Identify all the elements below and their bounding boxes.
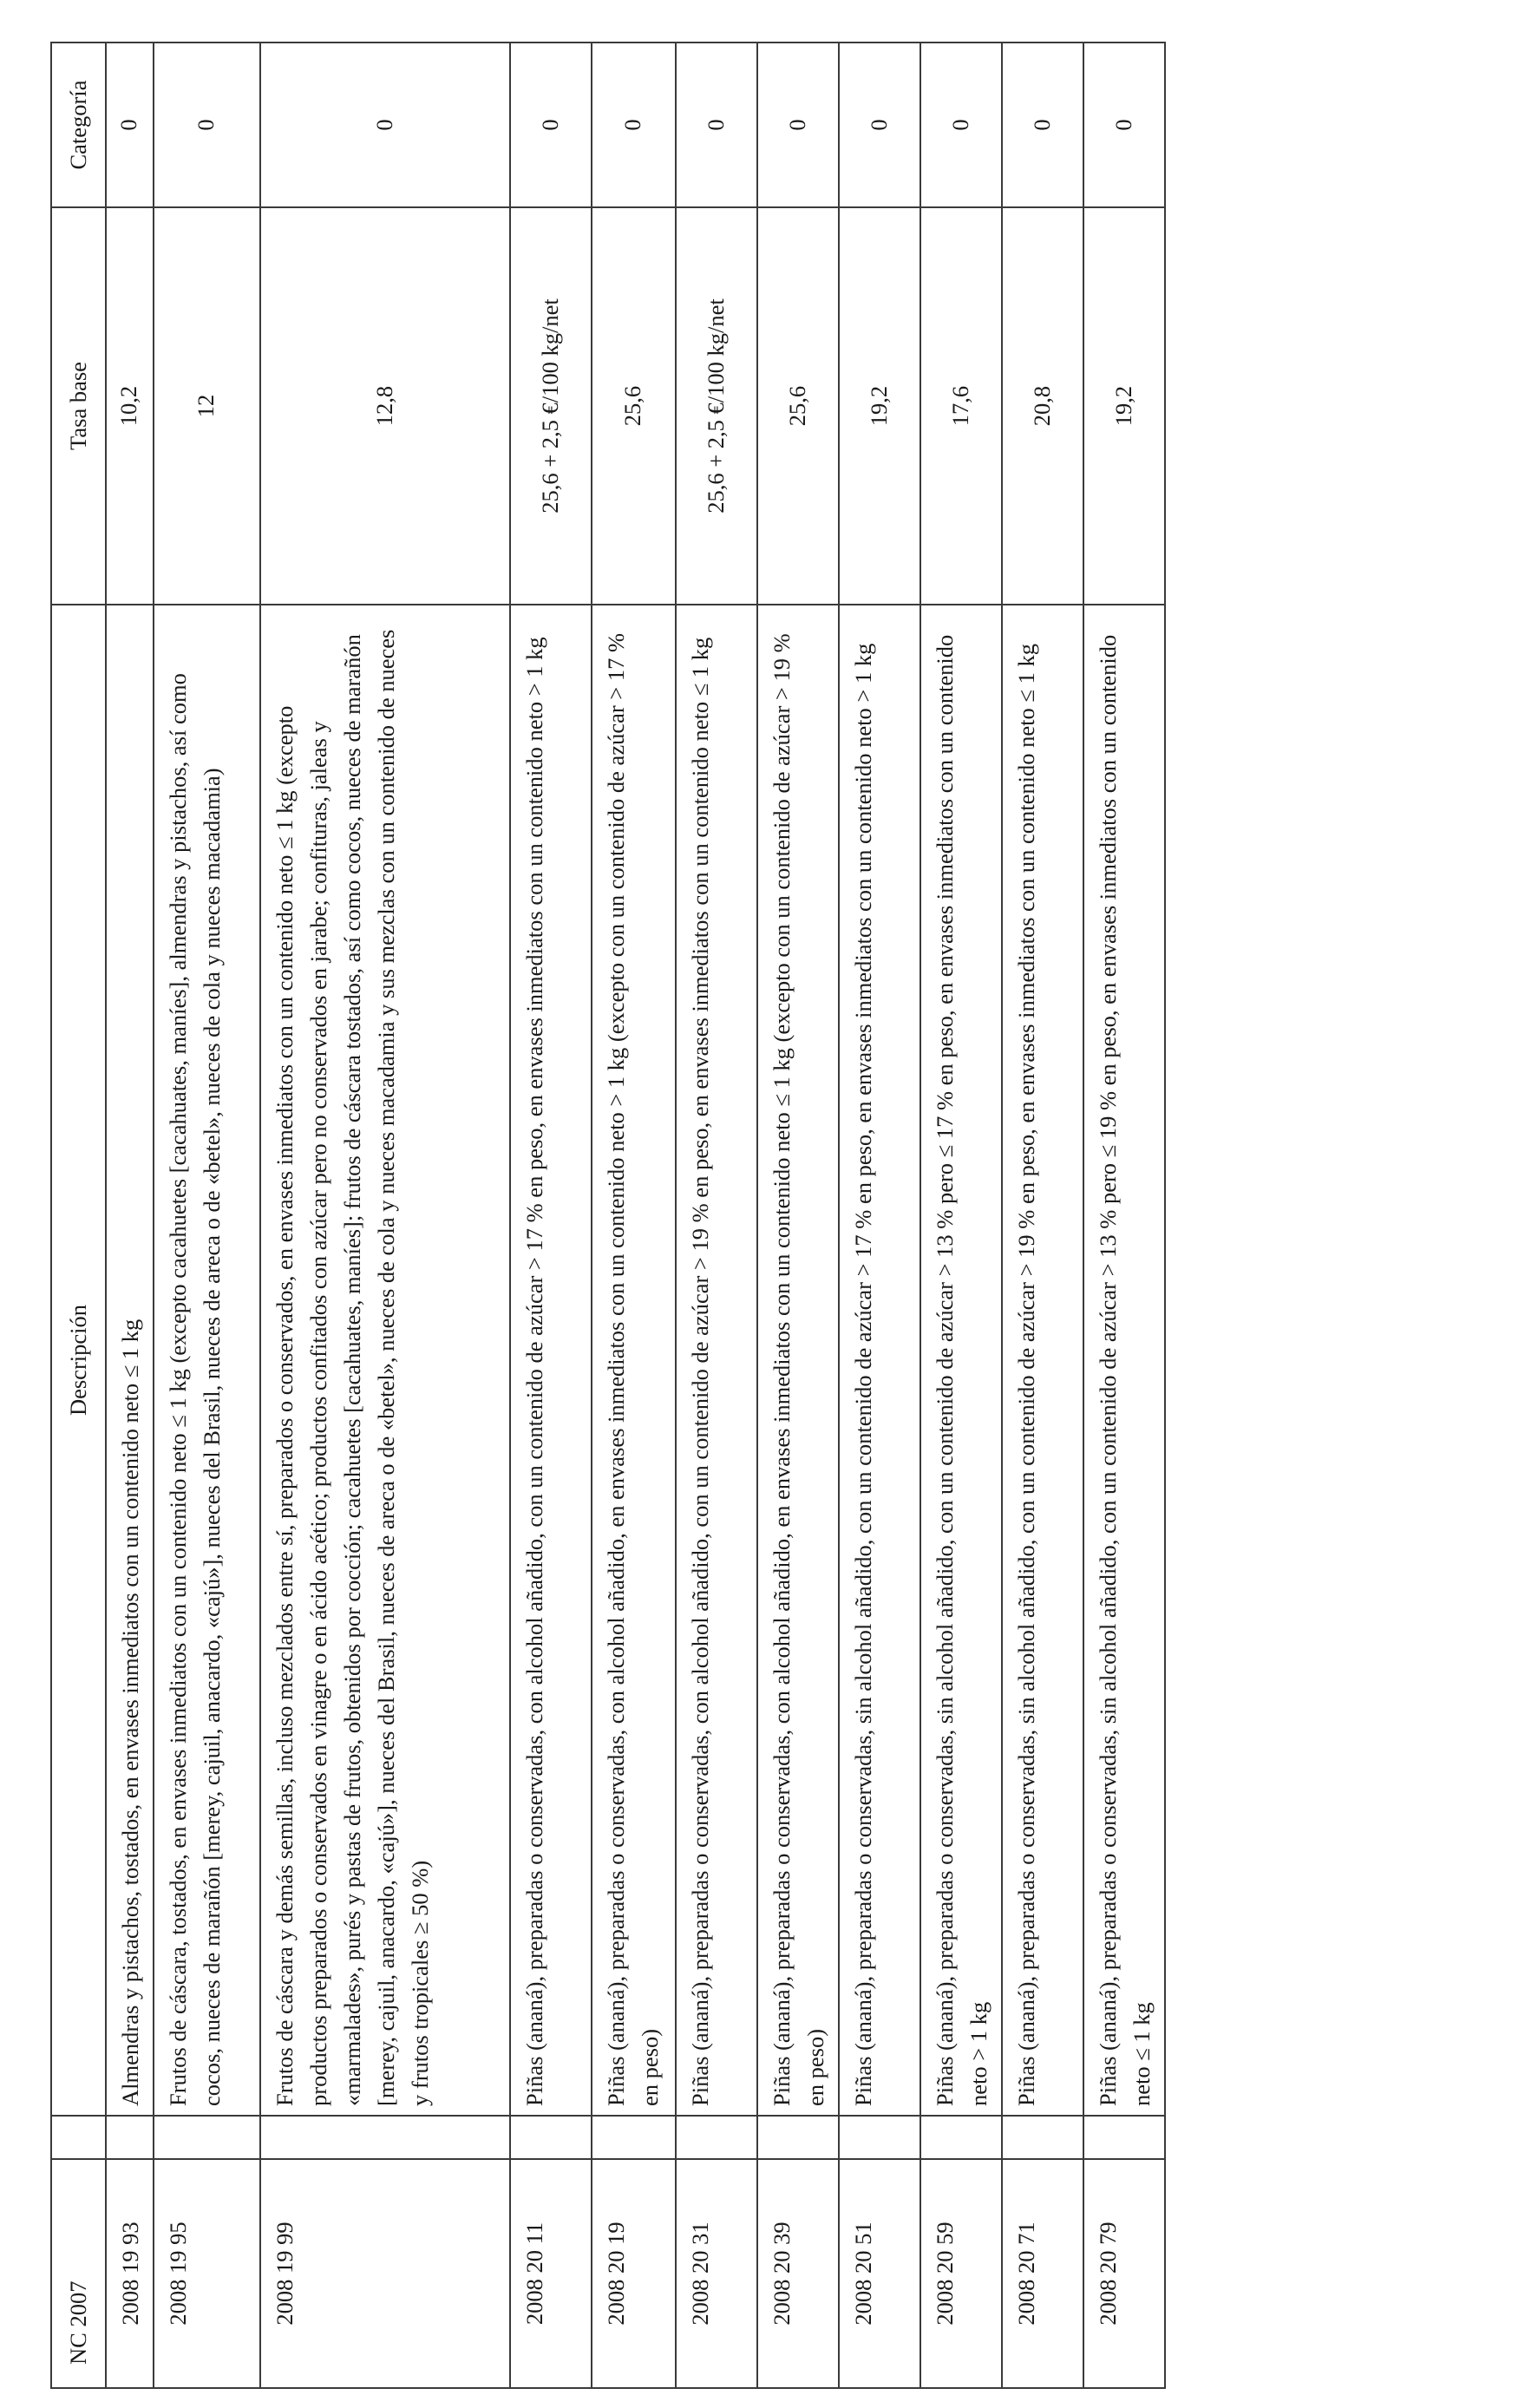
blank-cell <box>154 2116 260 2159</box>
description-cell: Piñas (ananá), preparadas o conservadas, con alcohol añadido, con un contenido de azúcar > 19 % en peso, en envases inmediatos con un contenido neto ≤ 1 kg <box>676 605 757 2116</box>
table-body <box>106 43 1165 2388</box>
nc-code-cell: 2008 19 99 <box>260 2159 510 2388</box>
nc-code-cell: 2008 20 59 <box>920 2159 1002 2388</box>
table-row <box>1002 43 1083 2388</box>
blank-cell <box>510 2116 592 2159</box>
table-row <box>106 43 154 2388</box>
categoria-cell: 0 <box>757 43 839 207</box>
tasa-base-cell: 25,6 <box>592 207 676 605</box>
nc-code-cell: 2008 20 31 <box>676 2159 757 2388</box>
table-row <box>839 43 920 2388</box>
categoria-cell: 0 <box>510 43 592 207</box>
tasa-base-cell: 19,2 <box>839 207 920 605</box>
tasa-base-cell: 19,2 <box>1083 207 1165 605</box>
categoria-cell: 0 <box>1083 43 1165 207</box>
tasa-base-cell: 25,6 + 2,5 €/100 kg/net <box>510 207 592 605</box>
description-cell: Piñas (ananá), preparadas o conservadas, con alcohol añadido, en envases inmediatos con un contenido neto > 1 kg (excepto con un contenido de azúcar > 17 % en peso) <box>592 605 676 2116</box>
tasa-base-cell: 10,2 <box>106 207 154 605</box>
description-cell: Almendras y pistachos, tostados, en envases inmediatos con un contenido neto ≤ 1 kg <box>106 605 154 2116</box>
table-row <box>260 43 510 2388</box>
description-cell: Frutos de cáscara y demás semillas, incluso mezclados entre sí, preparados o conservados, en envases inmediatos con un contenido neto ≤ 1 kg (excepto productos preparados o conservados en vinagre o en ácido acético; productos confitados con azúcar pero no conservados en jarabe; confituras, jaleas y «marmalades», purés y pastas de frutos, obtenidos por cocción; cacahuetes [cacahuates, maníes]; frutos de cáscara tostados, así como cocos, nueces de marañón [merey, cajuil, anacardo, «cajú»], nueces del Brasil, nueces de areca o de «betel», nueces de cola y nueces macadamia y sus mezclas con un contenido de nueces y frutos tropicales ≥ 50 %) <box>260 605 510 2116</box>
tasa-base-cell: 17,6 <box>920 207 1002 605</box>
categoria-cell: 0 <box>676 43 757 207</box>
table-row <box>757 43 839 2388</box>
table-row <box>154 43 260 2388</box>
header-categoria: Categoría <box>51 43 106 207</box>
tasa-base-cell: 25,6 + 2,5 €/100 kg/net <box>676 207 757 605</box>
blank-cell <box>1002 2116 1083 2159</box>
header-nc: NC 2007 <box>51 2159 106 2388</box>
categoria-cell: 0 <box>839 43 920 207</box>
nc-code-cell: 2008 20 19 <box>592 2159 676 2388</box>
tasa-base-cell: 20,8 <box>1002 207 1083 605</box>
nc-code-cell: 2008 20 51 <box>839 2159 920 2388</box>
nc-code-cell: 2008 20 79 <box>1083 2159 1165 2388</box>
categoria-cell: 0 <box>106 43 154 207</box>
tariff-table <box>50 42 1166 2389</box>
description-cell: Piñas (ananá), preparadas o conservadas, con alcohol añadido, con un contenido de azúcar > 17 % en peso, en envases inmediatos con un contenido neto > 1 kg <box>510 605 592 2116</box>
blank-cell <box>676 2116 757 2159</box>
categoria-cell: 0 <box>592 43 676 207</box>
tasa-base-cell: 25,6 <box>757 207 839 605</box>
header-blank <box>51 2116 106 2159</box>
categoria-cell: 0 <box>920 43 1002 207</box>
blank-cell <box>260 2116 510 2159</box>
header-descripcion: Descripción <box>51 605 106 2116</box>
categoria-cell: 0 <box>260 43 510 207</box>
table-row <box>510 43 592 2388</box>
nc-code-cell: 2008 19 95 <box>154 2159 260 2388</box>
categoria-cell: 0 <box>154 43 260 207</box>
table-row <box>1083 43 1165 2388</box>
nc-code-cell: 2008 20 71 <box>1002 2159 1083 2388</box>
blank-cell <box>920 2116 1002 2159</box>
description-cell: Frutos de cáscara, tostados, en envases inmediatos con un contenido neto ≤ 1 kg (excepto cacahuetes [cacahuates, maníes], almendras y pistachos, así como cocos, nueces de marañón [merey, cajuil, anacardo, «cajú»], nueces del Brasil, nueces de areca o de «betel», nueces de cola y nueces macadamia) <box>154 605 260 2116</box>
header-tasa-base: Tasa base <box>51 207 106 605</box>
table-header-row <box>51 43 106 2388</box>
description-cell: Piñas (ananá), preparadas o conservadas, sin alcohol añadido, con un contenido de azúcar > 19 % en peso, en envases inmediatos con un contenido neto ≤ 1 kg <box>1002 605 1083 2116</box>
blank-cell <box>592 2116 676 2159</box>
blank-cell <box>839 2116 920 2159</box>
categoria-cell: 0 <box>1002 43 1083 207</box>
table-row <box>676 43 757 2388</box>
nc-code-cell: 2008 19 93 <box>106 2159 154 2388</box>
nc-code-cell: 2008 20 39 <box>757 2159 839 2388</box>
description-cell: Piñas (ananá), preparadas o conservadas, sin alcohol añadido, con un contenido de azúcar > 17 % en peso, en envases inmediatos con un contenido neto > 1 kg <box>839 605 920 2116</box>
description-cell: Piñas (ananá), preparadas o conservadas, con alcohol añadido, en envases inmediatos con un contenido neto ≤ 1 kg (excepto con un contenido de azúcar > 19 % en peso) <box>757 605 839 2116</box>
description-cell: Piñas (ananá), preparadas o conservadas, sin alcohol añadido, con un contenido de azúcar > 13 % pero ≤ 17 % en peso, en envases inmediatos con un contenido neto > 1 kg <box>920 605 1002 2116</box>
tasa-base-cell: 12,8 <box>260 207 510 605</box>
tasa-base-cell: 12 <box>154 207 260 605</box>
description-cell: Piñas (ananá), preparadas o conservadas, sin alcohol añadido, con un contenido de azúcar > 13 % pero ≤ 19 % en peso, en envases inmediatos con un contenido neto ≤ 1 kg <box>1083 605 1165 2116</box>
blank-cell <box>757 2116 839 2159</box>
table-row <box>592 43 676 2388</box>
nc-code-cell: 2008 20 11 <box>510 2159 592 2388</box>
table-row <box>920 43 1002 2388</box>
blank-cell <box>1083 2116 1165 2159</box>
blank-cell <box>106 2116 154 2159</box>
